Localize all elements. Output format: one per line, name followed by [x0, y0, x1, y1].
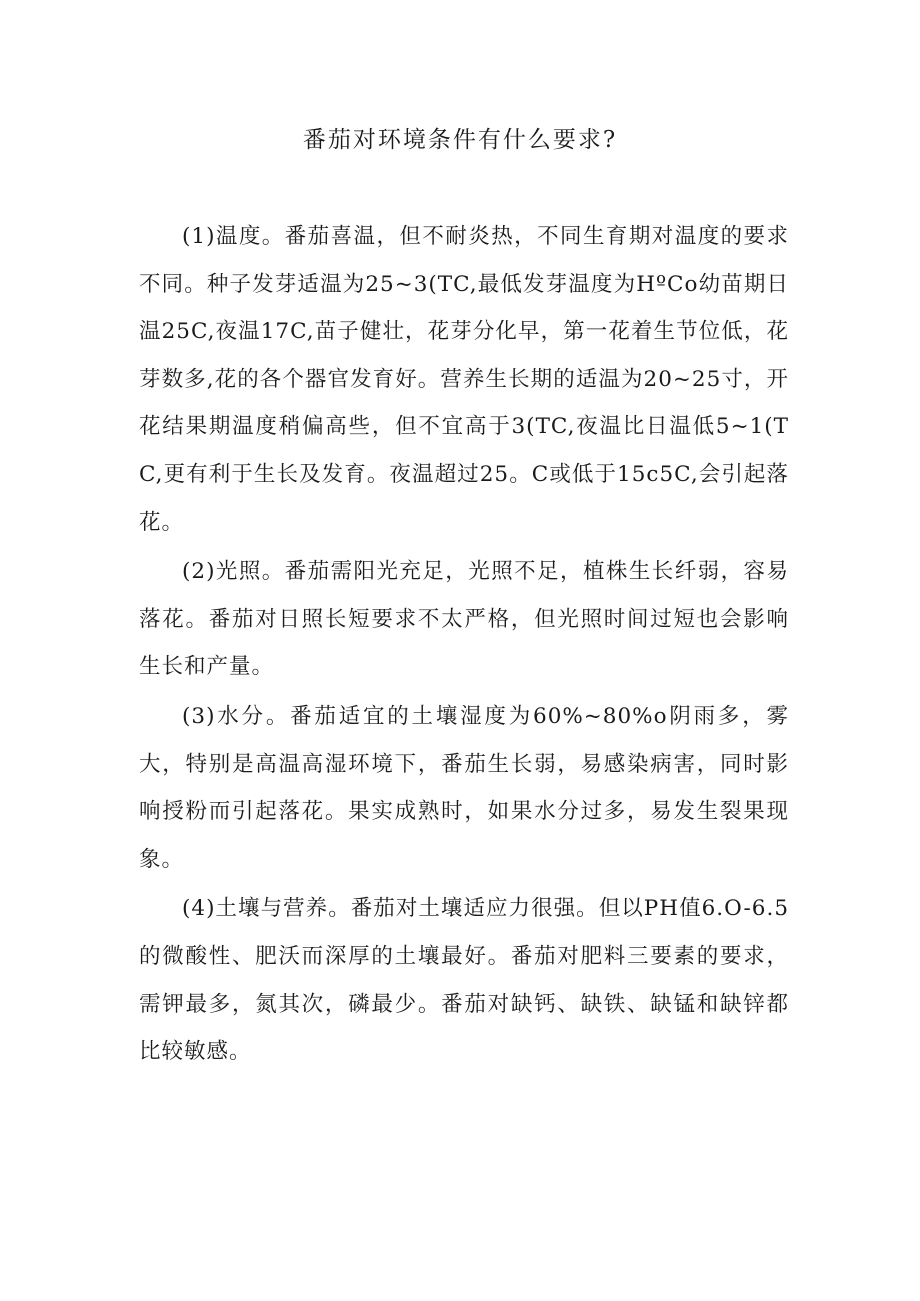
document-title: 番茄对环境条件有什么要求?: [302, 127, 618, 153]
paragraph-temperature: (1)温度。番茄喜温，但不耐炎热，不同生育期对温度的要求不同。种子发芽适温为25~3(TC,最低发芽温度为HºCo幼苗期日温25C,夜温17C,苗子健壮，花芽分化早，第一花着生节位低，花芽数多,花的各个器官发育好。营养生长期的适温为20~25寸，开花结果期温度稍偏高些，但不宜高于3(TC,夜温比日温低5~1(TC,更有利于生长及发育。夜温超过25。C或低于15c5C,会引起落花。: [139, 224, 789, 535]
document-body: [139, 213, 789, 1078]
paragraph-water: (3)水分。番茄适宜的土壤湿度为60%~80%o阴雨多，雾大，特别是高温高湿环境下，番茄生长弱，易感染病害，同时影响授粉而引起落花。果实成熟时，如果水分过多，易发生裂果现象。: [139, 703, 789, 872]
paragraph-soil: (4)土壤与营养。番茄对土壤适应力很强。但以PH值6.O-6.5的微酸性、肥沃而深厚的土壤最好。番茄对肥料三要素的要求，需钾最多，氮其次，磷最少。番茄对缺钙、缺铁、缺锰和缺锌都比较敏感。: [139, 896, 789, 1065]
paragraph-light: (2)光照。番茄需阳光充足，光照不足，植株生长纤弱，容易落花。番茄对日照长短要求不太严格，但光照时间过短也会影响生长和产量。: [139, 559, 789, 680]
